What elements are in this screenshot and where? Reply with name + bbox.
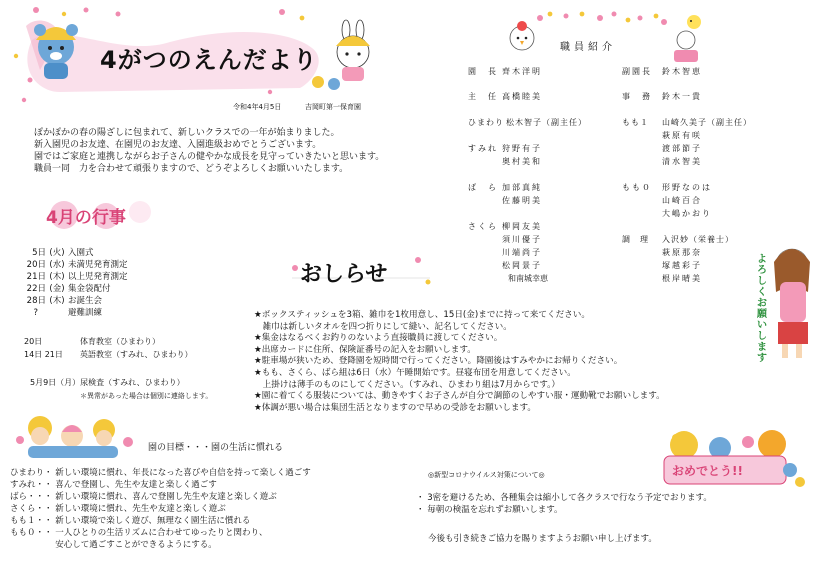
- events-list: [0, 248, 220, 338]
- closing-text: 今後も引き続きご協力を賜りますようお願い申し上げます。: [428, 534, 657, 544]
- event-row: 28日 (木) お誕生会: [26, 296, 103, 306]
- goal-item: もも０・・ 一人ひとりの生活リズムに合わせてゆったりと関わり、: [10, 528, 268, 538]
- notice-item: 上掛けは薄手のものにしてください。（すみれ、ひまわり組は7月からです。）: [254, 379, 560, 390]
- intro-line: 新入園児のお友達、在園児のお友達、入園進級おめでとうございます。: [34, 140, 322, 150]
- staff-heading: 職員紹介: [560, 42, 616, 53]
- event-row: 21日 (木) 以上児発育測定: [26, 272, 128, 282]
- congratulation-text: おめでとう!!: [672, 464, 743, 478]
- event-row: 20日 (水) 未満児発育測定: [26, 260, 128, 270]
- goal-item: さくら・・ 新しい環境に慣れ、先生や友達と楽しく遊ぶ: [10, 504, 226, 514]
- notice-item: 雑巾は新しいタオルを四つ折りにして縫い、記名してください。: [254, 321, 512, 332]
- page-title: 4がつのえんだより: [100, 46, 318, 74]
- covid-heading: ◎新型コロナウイルス対策について◎: [428, 471, 545, 479]
- goal-item: もも１・・ 新しい環境で楽しく遊び、無理なく園生活に慣れる: [10, 516, 251, 526]
- notice-item: ★ボックスティッシュを3箱、雑巾を1枚用意し、15日(金)までに持って来てください。: [254, 310, 590, 320]
- yoroshiku-text: よろしくお願いします: [757, 254, 767, 364]
- event-row: 20日 体育教室（ひまわり）: [24, 337, 160, 346]
- notice-item: ★もも、さくら、ばら組は6日（水）午睡開始です。昼寝布団を用意してください。: [254, 367, 576, 378]
- issue-date: 令和4年4月5日: [233, 103, 282, 111]
- goals-heading: 園の目標・・・園の生活に慣れる: [148, 443, 284, 453]
- notice-heading: おしらせ: [300, 262, 388, 287]
- intro-line: ぽかぽかの春の陽ざしに包まれて、新しいクラスでの一年が始まりました。: [34, 128, 340, 138]
- notice-item: ★園に着てくる服装については、動きやすくお子さんが自分で調節のしやすい服・運動靴でお願いします。: [254, 391, 665, 402]
- notice-item: ★集金はなるべくお釣りのないよう直接職員に渡してください。: [254, 333, 503, 344]
- urine-check: 5月9日（月）尿検査（すみれ、ひまわり）: [30, 378, 185, 387]
- intro-line: 職員一同 力を合わせて頑張りますので、どうぞよろしくお願いいたします。: [34, 164, 349, 174]
- children-group-icon: [16, 416, 133, 458]
- rabbit-character-icon: [336, 20, 370, 81]
- notice-item: ★出席カードに住所、保険証番号の記入をお願いします。: [254, 344, 476, 355]
- school-name: 吉岡町第一保育園: [305, 103, 361, 111]
- event-row: 5日 (火) 入園式: [32, 248, 94, 258]
- covid-item: ・ 毎朝の検温を忘れずお願いします。: [416, 505, 563, 515]
- goal-item: ひまわり・ 新しい環境に慣れ、年長になった喜びや自信を持って楽しく過ごす: [10, 468, 311, 478]
- goal-item: すみれ・・ 喜んで登園し、先生や友達と楽しく過ごす: [10, 480, 217, 490]
- goal-item: ばら・・・ 新しい環境に慣れ、喜んで登園し先生や友達と楽しく遊ぶ: [10, 492, 277, 502]
- notice-item: ★体調が悪い場合は集団生活となりますので早めの受診をお願いします。: [254, 402, 537, 413]
- urine-note: ＊異常があった場合は個別に連絡します。: [80, 392, 213, 400]
- goal-item: 安心して過ごすことができるようにする。: [10, 540, 217, 550]
- covid-list: [416, 492, 712, 516]
- events-heading: 4月の行事: [46, 208, 126, 228]
- event-row: ? 避難訓練: [33, 308, 103, 318]
- goals-list: [10, 467, 311, 551]
- event-row: 14日 21日 英語教室（すみれ、ひまわり）: [24, 350, 193, 359]
- girl-character-icon: [774, 249, 810, 358]
- notice-item: ★駐車場が狭いため、登降園を短時間で行ってください。降園後はすみやかにお帰りください。: [254, 356, 623, 367]
- intro-paragraph: [34, 127, 384, 175]
- event-row: 22日 (金) 集金袋配付: [26, 284, 111, 294]
- covid-item: ・ 3密を避けるため、各種集会は縮小して各クラスで行なう予定でおります。: [416, 493, 712, 503]
- notice-list: [254, 310, 665, 414]
- intro-line: 園ではご家庭と連携しながらお子さんの健やかな成長を見守っていきたいと思います。: [34, 152, 385, 162]
